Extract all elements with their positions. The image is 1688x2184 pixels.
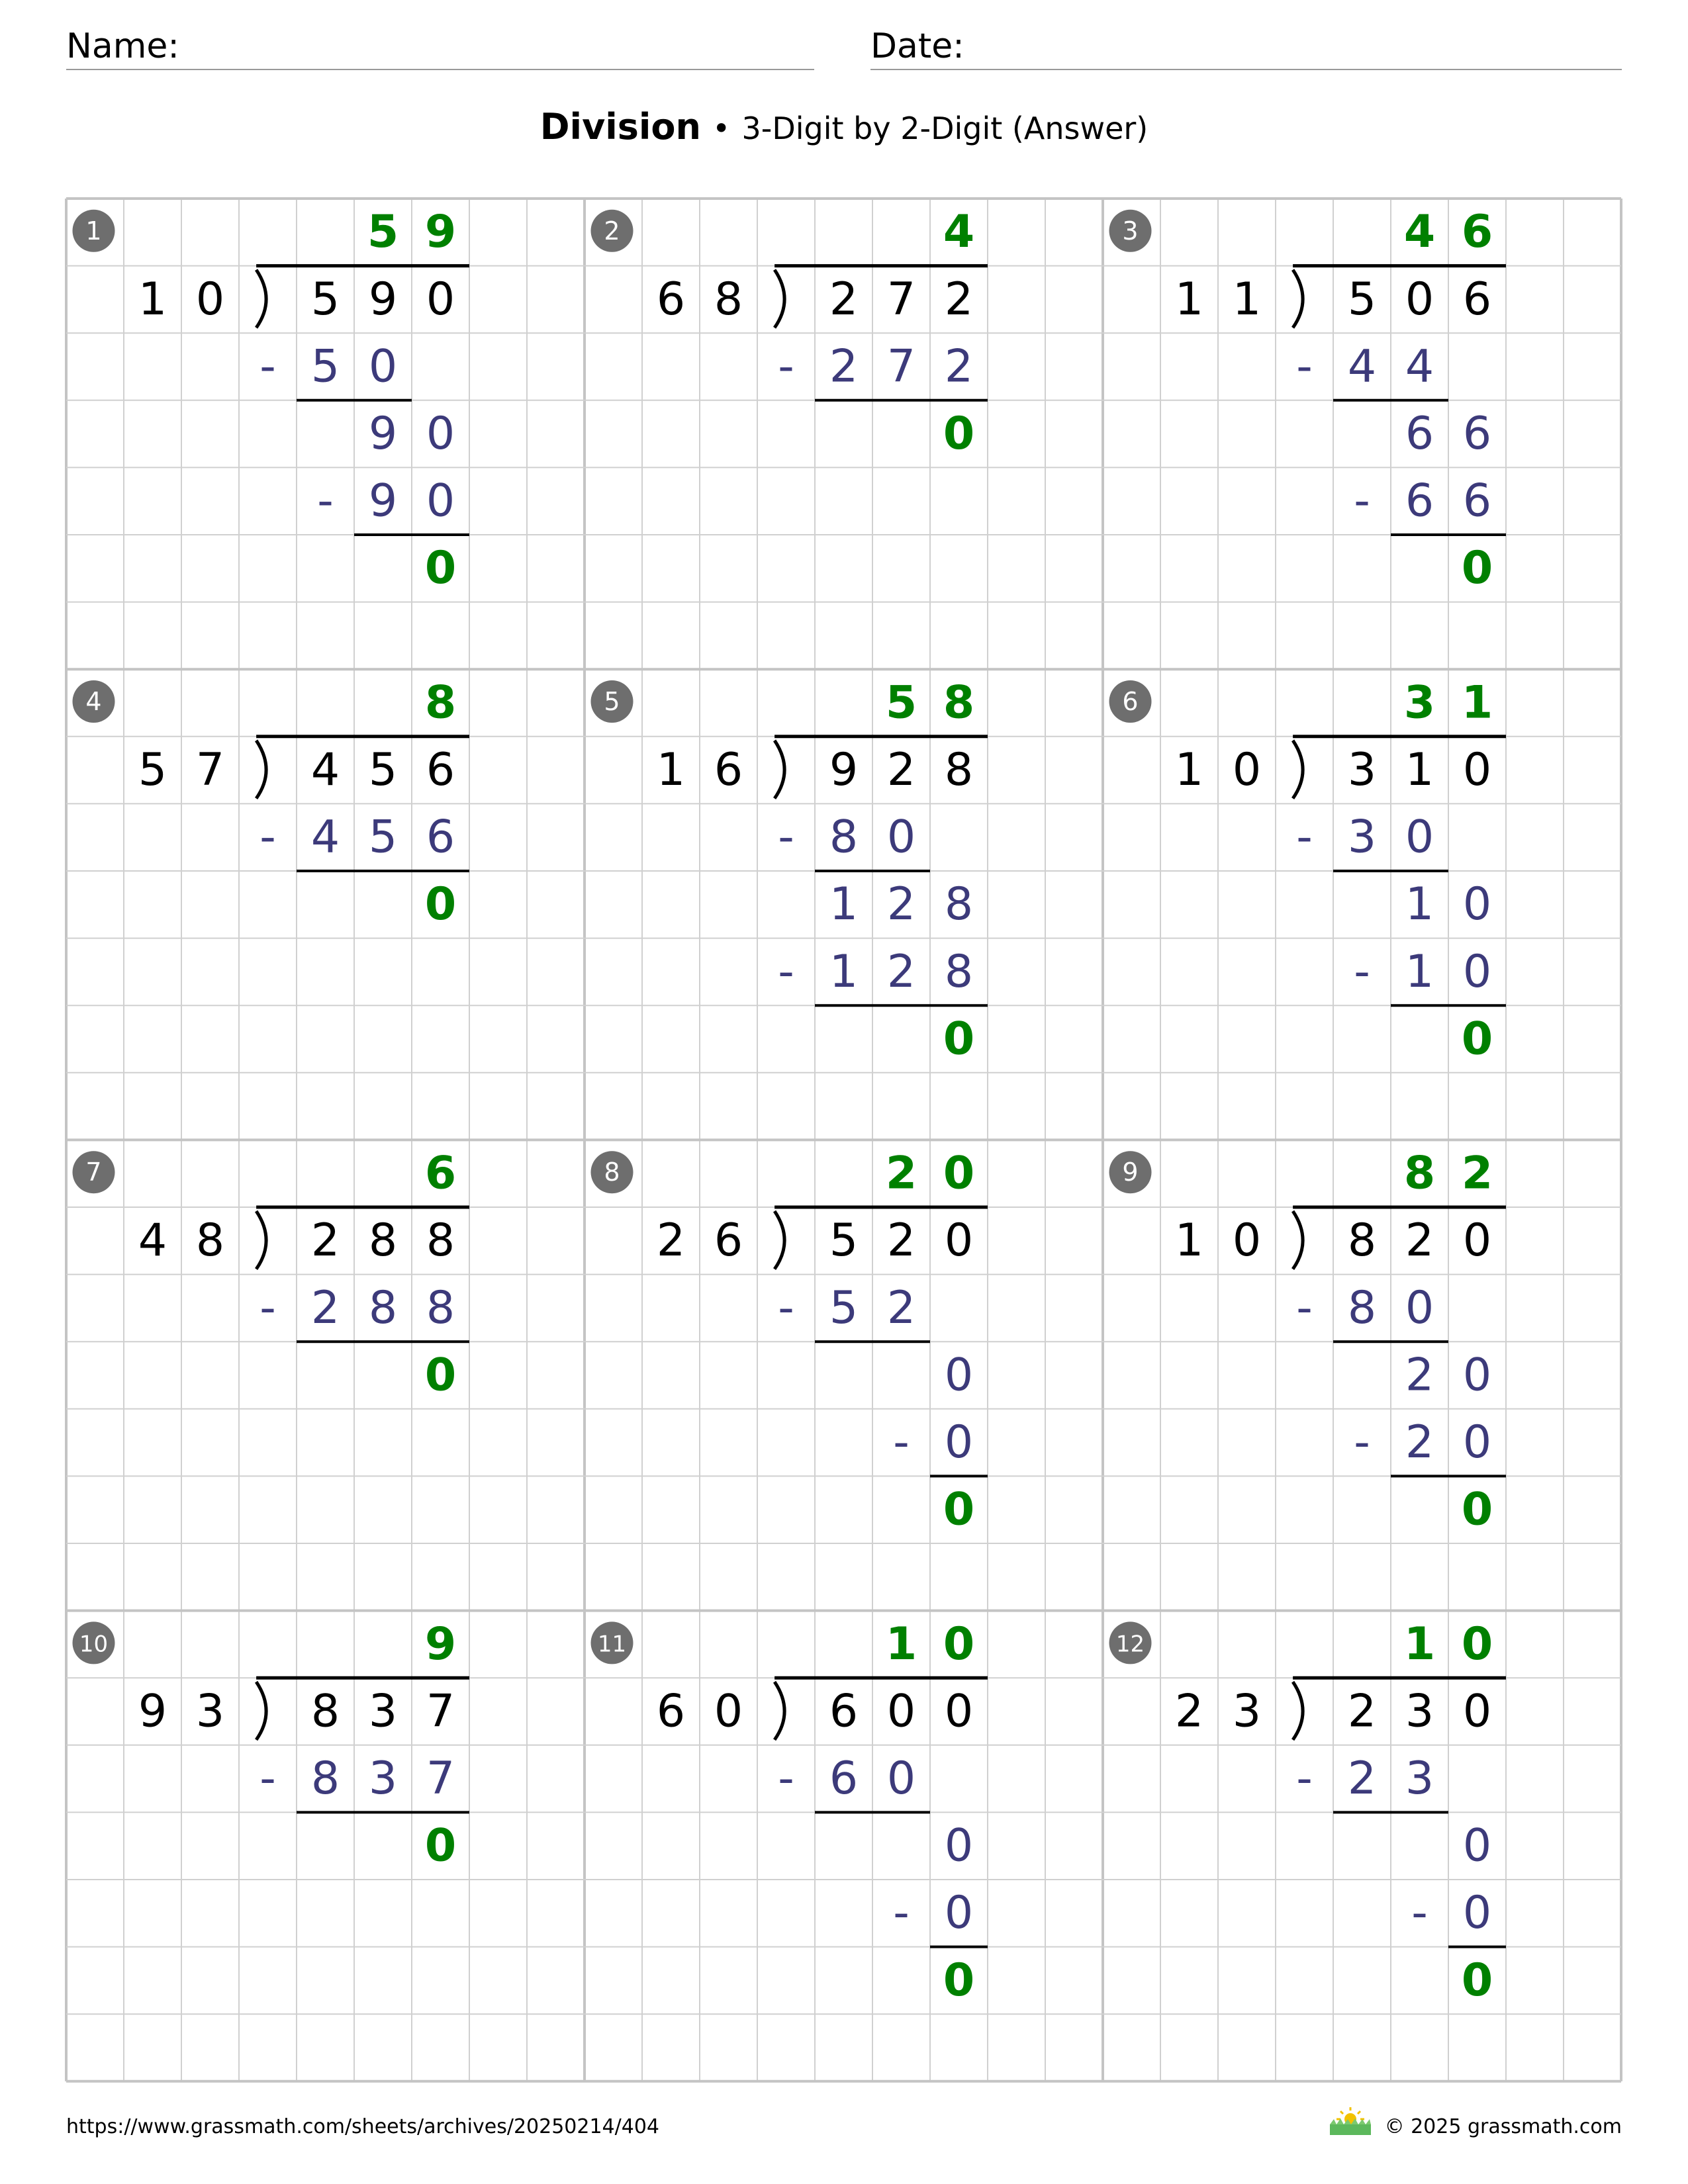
subtrahend-digit: 1 xyxy=(1405,945,1434,998)
quotient-digit: 1 xyxy=(1403,1617,1436,1670)
minus-sign: - xyxy=(259,811,276,864)
dividend-digit: 0 xyxy=(944,1214,974,1267)
quotient-digit: 2 xyxy=(1461,1147,1493,1200)
minus-sign: - xyxy=(778,1281,794,1334)
divisor-digit: 6 xyxy=(656,273,686,326)
subtrahend-digit: 2 xyxy=(1347,1752,1377,1805)
minus-sign: - xyxy=(1354,1416,1370,1469)
dividend-digit: 2 xyxy=(886,743,916,796)
quotient-digit: 1 xyxy=(1461,676,1493,729)
division-bracket xyxy=(256,1211,266,1269)
remainder-digit: 0 xyxy=(1461,542,1493,595)
divisor-digit: 8 xyxy=(195,1214,225,1267)
divisor-digit: 0 xyxy=(1232,743,1262,796)
subtrahend-digit: 0 xyxy=(886,811,916,864)
divisor-digit: 1 xyxy=(1232,273,1262,326)
problem-number: 5 xyxy=(604,687,620,716)
divisor-digit: 1 xyxy=(1174,743,1204,796)
remainder-digit: 0 xyxy=(424,1349,457,1402)
subtrahend-digit: 0 xyxy=(1462,1887,1492,1940)
divisor-digit: 1 xyxy=(1174,273,1204,326)
subtrahend-digit: 3 xyxy=(1347,811,1377,864)
bring-down-digit: 2 xyxy=(886,878,916,931)
subtrahend-digit: 0 xyxy=(944,1416,974,1469)
problem-number: 10 xyxy=(79,1631,109,1658)
quotient-digit: 9 xyxy=(424,1617,457,1670)
dividend-digit: 8 xyxy=(310,1685,340,1738)
subtrahend-digit: 1 xyxy=(829,945,859,998)
divisor-digit: 2 xyxy=(656,1214,686,1267)
dividend-digit: 8 xyxy=(426,1214,455,1267)
dividend-digit: 3 xyxy=(368,1685,398,1738)
minus-sign: - xyxy=(259,1752,276,1805)
remainder-digit: 0 xyxy=(424,542,457,595)
dividend-digit: 8 xyxy=(1347,1214,1377,1267)
dividend-digit: 9 xyxy=(368,273,398,326)
problem-number: 2 xyxy=(604,216,620,246)
quotient-digit: 6 xyxy=(424,1147,457,1200)
quotient-digit: 8 xyxy=(943,676,975,729)
subtrahend-digit: 0 xyxy=(426,475,455,527)
dividend-digit: 1 xyxy=(1405,743,1434,796)
dividend-digit: 3 xyxy=(1347,743,1377,796)
bring-down-digit: 0 xyxy=(1462,1349,1492,1402)
bring-down-digit: 0 xyxy=(1462,878,1492,931)
minus-sign: - xyxy=(1354,475,1370,527)
quotient-digit: 4 xyxy=(1403,206,1436,259)
subtrahend-digit: 8 xyxy=(944,945,974,998)
quotient-digit: 0 xyxy=(1461,1617,1493,1670)
remainder-digit: 0 xyxy=(424,1819,457,1872)
dividend-digit: 4 xyxy=(310,743,340,796)
minus-sign: - xyxy=(1296,811,1313,864)
dividend-digit: 7 xyxy=(886,273,916,326)
division-bracket xyxy=(774,1211,784,1269)
subtrahend-digit: 7 xyxy=(426,1752,455,1805)
divisor-digit: 5 xyxy=(138,743,167,796)
grass-logo-icon xyxy=(1327,2105,1374,2136)
remainder-digit: 0 xyxy=(943,1954,975,2007)
subtrahend-digit: 6 xyxy=(1405,475,1434,527)
subtrahend-digit: 6 xyxy=(829,1752,859,1805)
problem-number: 12 xyxy=(1115,1631,1145,1658)
minus-sign: - xyxy=(259,340,276,393)
quotient-digit: 3 xyxy=(1403,676,1436,729)
title-sub: 3-Digit by 2-Digit (Answer) xyxy=(741,111,1149,146)
division-bracket xyxy=(256,1682,266,1740)
minus-sign: - xyxy=(1354,945,1370,998)
problem-number: 6 xyxy=(1122,687,1139,716)
remainder-digit: 0 xyxy=(943,407,975,460)
division-bracket xyxy=(1293,1682,1303,1740)
dividend-digit: 6 xyxy=(829,1685,859,1738)
subtrahend-digit: 8 xyxy=(829,811,859,864)
subtrahend-digit: 0 xyxy=(944,1887,974,1940)
subtrahend-digit: 0 xyxy=(1405,811,1434,864)
dividend-digit: 5 xyxy=(368,743,398,796)
problem-number: 4 xyxy=(85,687,102,716)
minus-sign: - xyxy=(778,811,794,864)
quotient-digit: 5 xyxy=(367,206,399,259)
subtrahend-digit: 8 xyxy=(1347,1281,1377,1334)
division-bracket xyxy=(774,1682,784,1740)
remainder-digit: 0 xyxy=(943,1483,975,1536)
dividend-digit: 6 xyxy=(426,743,455,796)
bring-down-digit: 0 xyxy=(426,407,455,460)
remainder-digit: 0 xyxy=(1461,1483,1493,1536)
problem-number: 7 xyxy=(85,1158,102,1187)
dividend-digit: 0 xyxy=(1462,1214,1492,1267)
subtrahend-digit: 6 xyxy=(1462,475,1492,527)
subtrahend-digit: 4 xyxy=(310,811,340,864)
bring-down-digit: 6 xyxy=(1405,407,1434,460)
dividend-digit: 5 xyxy=(1347,273,1377,326)
bring-down-digit: 0 xyxy=(944,1819,974,1872)
dividend-digit: 2 xyxy=(886,1214,916,1267)
date-label: Date: xyxy=(870,26,964,66)
subtrahend-digit: 6 xyxy=(426,811,455,864)
quotient-digit: 2 xyxy=(885,1147,917,1200)
subtrahend-digit: 3 xyxy=(1405,1752,1434,1805)
minus-sign: - xyxy=(1296,1752,1313,1805)
footer-url[interactable]: https://www.grassmath.com/sheets/archives/20250214/404 xyxy=(66,2115,660,2138)
divisor-digit: 0 xyxy=(714,1685,743,1738)
quotient-digit: 1 xyxy=(885,1617,917,1670)
problem-number: 1 xyxy=(85,216,102,246)
subtrahend-digit: 7 xyxy=(886,340,916,393)
bring-down-digit: 1 xyxy=(1405,878,1434,931)
minus-sign: - xyxy=(259,1281,276,1334)
remainder-digit: 0 xyxy=(943,1013,975,1066)
dividend-digit: 5 xyxy=(829,1214,859,1267)
divisor-digit: 9 xyxy=(138,1685,167,1738)
quotient-digit: 4 xyxy=(943,206,975,259)
divisor-digit: 0 xyxy=(195,273,225,326)
divisor-digit: 7 xyxy=(195,743,225,796)
dividend-digit: 2 xyxy=(310,1214,340,1267)
quotient-digit: 0 xyxy=(943,1147,975,1200)
division-bracket xyxy=(1293,741,1303,799)
division-bracket xyxy=(1293,270,1303,328)
minus-sign: - xyxy=(778,340,794,393)
minus-sign: - xyxy=(1296,1281,1313,1334)
dividend-digit: 8 xyxy=(368,1214,398,1267)
subtrahend-digit: 8 xyxy=(368,1281,398,1334)
minus-sign: - xyxy=(778,945,794,998)
dividend-digit: 3 xyxy=(1405,1685,1434,1738)
divisor-digit: 1 xyxy=(1174,1214,1204,1267)
divisor-digit: 3 xyxy=(195,1685,225,1738)
dividend-digit: 7 xyxy=(426,1685,455,1738)
division-bracket xyxy=(256,270,266,328)
subtrahend-digit: 2 xyxy=(944,340,974,393)
bring-down-digit: 2 xyxy=(1405,1349,1434,1402)
quotient-digit: 8 xyxy=(1403,1147,1436,1200)
dividend-digit: 9 xyxy=(829,743,859,796)
divisor-digit: 1 xyxy=(656,743,686,796)
quotient-digit: 8 xyxy=(424,676,457,729)
subtrahend-digit: 8 xyxy=(310,1752,340,1805)
quotient-digit: 5 xyxy=(885,676,917,729)
subtrahend-digit: 4 xyxy=(1347,340,1377,393)
dividend-digit: 6 xyxy=(1462,273,1492,326)
bring-down-digit: 0 xyxy=(944,1349,974,1402)
subtrahend-digit: 5 xyxy=(829,1281,859,1334)
minus-sign: - xyxy=(778,1752,794,1805)
minus-sign: - xyxy=(1411,1887,1428,1940)
divisor-digit: 3 xyxy=(1232,1685,1262,1738)
dividend-digit: 2 xyxy=(1347,1685,1377,1738)
problem-number: 8 xyxy=(604,1158,620,1187)
subtrahend-digit: 2 xyxy=(310,1281,340,1334)
dividend-digit: 0 xyxy=(426,273,455,326)
dividend-digit: 0 xyxy=(1462,1685,1492,1738)
dividend-digit: 0 xyxy=(1462,743,1492,796)
quotient-digit: 6 xyxy=(1461,206,1493,259)
subtrahend-digit: 5 xyxy=(310,340,340,393)
subtrahend-digit: 2 xyxy=(1405,1416,1434,1469)
subtrahend-digit: 0 xyxy=(1462,945,1492,998)
dividend-digit: 5 xyxy=(310,273,340,326)
quotient-digit: 0 xyxy=(943,1617,975,1670)
dividend-digit: 0 xyxy=(886,1685,916,1738)
minus-sign: - xyxy=(893,1887,910,1940)
subtrahend-digit: 2 xyxy=(886,945,916,998)
footer-copyright: © 2025 grassmath.com xyxy=(1384,2115,1622,2138)
subtrahend-digit: 4 xyxy=(1405,340,1434,393)
divisor-digit: 2 xyxy=(1174,1685,1204,1738)
bring-down-digit: 9 xyxy=(368,407,398,460)
name-label: Name: xyxy=(66,26,179,66)
remainder-digit: 0 xyxy=(424,878,457,931)
division-bracket xyxy=(256,741,266,799)
dividend-digit: 2 xyxy=(944,273,974,326)
subtrahend-digit: 3 xyxy=(368,1752,398,1805)
minus-sign: - xyxy=(317,475,334,527)
bring-down-digit: 0 xyxy=(1462,1819,1492,1872)
bring-down-digit: 1 xyxy=(829,878,859,931)
dividend-digit: 0 xyxy=(1405,273,1434,326)
remainder-digit: 0 xyxy=(1461,1013,1493,1066)
divisor-digit: 0 xyxy=(1232,1214,1262,1267)
title-separator: • xyxy=(712,111,731,146)
subtrahend-digit: 0 xyxy=(368,340,398,393)
dividend-digit: 2 xyxy=(1405,1214,1434,1267)
subtrahend-digit: 5 xyxy=(368,811,398,864)
dividend-digit: 8 xyxy=(944,743,974,796)
problem-number: 11 xyxy=(597,1631,627,1658)
subtrahend-digit: 0 xyxy=(886,1752,916,1805)
subtrahend-digit: 8 xyxy=(426,1281,455,1334)
bring-down-digit: 8 xyxy=(944,878,974,931)
subtrahend-digit: 2 xyxy=(829,340,859,393)
problem-number: 9 xyxy=(1122,1158,1139,1187)
bring-down-digit: 6 xyxy=(1462,407,1492,460)
dividend-digit: 2 xyxy=(829,273,859,326)
minus-sign: - xyxy=(1296,340,1313,393)
subtrahend-digit: 2 xyxy=(886,1281,916,1334)
divisor-digit: 1 xyxy=(138,273,167,326)
remainder-digit: 0 xyxy=(1461,1954,1493,2007)
dividend-digit: 0 xyxy=(944,1685,974,1738)
division-bracket xyxy=(774,741,784,799)
division-bracket xyxy=(774,270,784,328)
divisor-digit: 6 xyxy=(714,743,743,796)
divisor-digit: 4 xyxy=(138,1214,167,1267)
divisor-digit: 6 xyxy=(656,1685,686,1738)
minus-sign: - xyxy=(893,1416,910,1469)
title-main: Division xyxy=(539,106,701,148)
quotient-digit: 9 xyxy=(424,206,457,259)
subtrahend-digit: 0 xyxy=(1462,1416,1492,1469)
subtrahend-digit: 0 xyxy=(1405,1281,1434,1334)
division-bracket xyxy=(1293,1211,1303,1269)
divisor-digit: 8 xyxy=(714,273,743,326)
divisor-digit: 6 xyxy=(714,1214,743,1267)
problem-number: 3 xyxy=(1122,216,1139,246)
subtrahend-digit: 9 xyxy=(368,475,398,527)
